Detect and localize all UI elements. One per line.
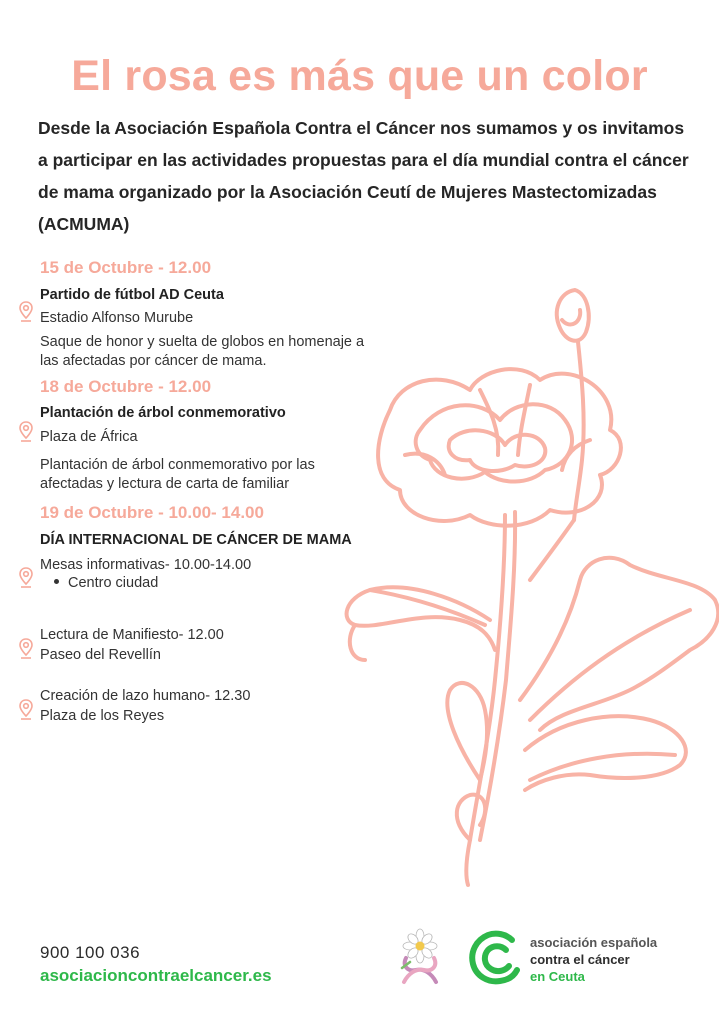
event-2-description-line-1: Plantación de árbol conmemorativo por las: [40, 457, 315, 473]
location-pin-icon: [18, 300, 34, 324]
event-3-item-1-line: Mesas informativas- 10.00-14.00: [40, 557, 252, 573]
aecc-logo-line-2: contra el cáncer: [530, 952, 630, 967]
event-1-place: Estadio Alfonso Murube: [40, 310, 194, 326]
event-1-description-line-2: las afectadas por cáncer de mama.: [40, 353, 267, 369]
phone-number: 900 100 036: [40, 943, 141, 962]
event-3-date: 19 de Octubre - 10.00- 14.00: [40, 503, 264, 522]
aecc-logo-line-3: en Ceuta: [530, 969, 585, 984]
event-2-place: Plaza de África: [40, 429, 138, 445]
location-pin-icon: [18, 698, 34, 722]
intro-paragraph: Desde la Asociación Española Contra el Cáncer nos sumamos y os invitamos a participar en las actividades propuestas para el día mundial contra el cáncer de mama organizado por la Asociación Ceutí de Mujeres Mastectomizadas (ACMUMA): [38, 118, 689, 234]
event-2-title: Plantación de árbol conmemorativo: [40, 405, 286, 421]
event-1-title: Partido de fútbol AD Ceuta: [40, 287, 224, 303]
location-pin-icon: [18, 566, 34, 590]
aecc-logo-line-1: asociación española: [530, 935, 658, 950]
event-3-item-1-bullet-text: Centro ciudad: [68, 575, 159, 591]
event-3-title: DÍA INTERNACIONAL DE CÁNCER DE MAMA: [40, 532, 352, 548]
event-2-date: 18 de Octubre - 12.00: [40, 377, 212, 396]
event-3-item-3-line-2: Plaza de los Reyes: [40, 708, 165, 724]
location-pin-icon: [18, 637, 34, 661]
event-3-item-1-bullet: [54, 575, 158, 591]
event-1-description-line-1: Saque de honor y suelta de globos en homenaje a: [40, 334, 365, 350]
rose-line-art: [330, 280, 719, 890]
aecc-logo-icon: [466, 930, 524, 986]
event-3-item-3-line-1: Creación de lazo humano- 12.30: [40, 688, 251, 704]
event-3-item-2-line-1: Lectura de Manifiesto- 12.00: [40, 627, 224, 643]
page-title: El rosa es más que un color: [71, 52, 648, 100]
event-1-date: 15 de Octubre - 12.00: [40, 258, 212, 277]
website-link[interactable]: asociacioncontraelcancer.es: [40, 966, 272, 985]
event-3-item-2-line-2: Paseo del Revellín: [40, 647, 161, 663]
location-pin-icon: [18, 420, 34, 444]
event-2-description-line-2: afectadas y lectura de carta de familiar: [40, 476, 290, 492]
flower-ribbon-logo-icon: [396, 928, 444, 988]
bullet-dot: [54, 579, 59, 584]
